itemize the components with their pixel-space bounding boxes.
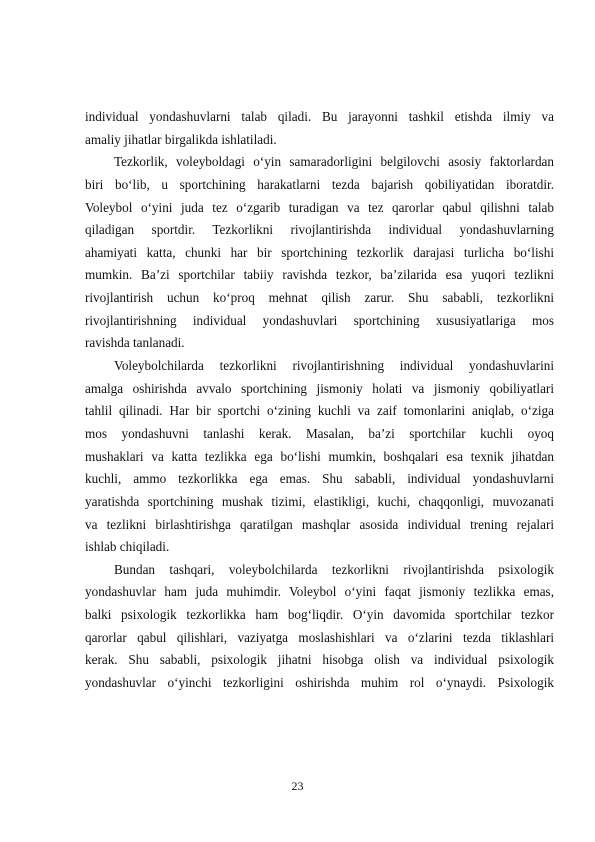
- text-line: kuchli, ammo tezkorlikka ega emas. Shu sababli, individual yondashuvlarni: [85, 471, 554, 487]
- text-line: amalga oshirishda avvalo sportchining jismoniy holati va jismoniy qobiliyatlari: [85, 380, 554, 396]
- text-line: rivojlantirishning individual yondashuvlari sportchining xususiyatlariga mos: [85, 312, 554, 328]
- text-line: ishlab chiqiladi.: [85, 539, 170, 555]
- text-line: yondashuvlar ham juda muhimdir. Voleybol o‘yini faqat jismoniy tezlikka emas,: [85, 584, 554, 600]
- text-line: qarorlar qabul qilishlari, vaziyatga moslashishlari va o‘zlarini tezda tiklashlari: [85, 629, 554, 645]
- text-line: ahamiyati katta, chunki har bir sportchining tezkorlik darajasi turlicha bo‘lishi: [85, 244, 554, 260]
- text-line: tahlil qilinadi. Har bir sportchi o‘zining kuchli va zaif tomonlarini aniqlab, o‘ziga: [85, 403, 554, 419]
- text-line: mushaklari va katta tezlikka ega bo‘lishi mumkin, boshqalari esa texnik jihatdan: [85, 448, 554, 464]
- text-line: qiladigan sportdir. Tezkorlikni rivojlantirishda individual yondashuvlarning: [85, 222, 554, 238]
- text-line: rivojlantirish uchun ko‘proq mehnat qilish zarur. Shu sababli, tezkorlikni: [85, 290, 554, 306]
- text-line: biri bo‘lib, u sportchining harakatlarni tezda bajarish qobiliyatidan iboratdir.: [85, 176, 554, 192]
- paragraph: [85, 559, 554, 695]
- text-line: va tezlikni birlashtirishga qaratilgan mashqlar asosida individual trening rejalari: [85, 516, 554, 532]
- text-line: Tezkorlik, voleyboldagi o‘yin samaradorligini belgilovchi asosiy faktorlardan: [114, 154, 554, 170]
- text-line: kerak. Shu sababli, psixologik jihatni hisobga olish va individual psixologik: [85, 652, 554, 668]
- paragraph: [85, 106, 554, 151]
- text-line: Voleybol o‘yini juda tez o‘zgarib turadigan va tez qarorlar qabul qilishni talab: [85, 199, 554, 215]
- paragraph: [85, 151, 554, 355]
- paragraph: [85, 355, 554, 559]
- text-line: mos yondashuvni tanlashi kerak. Masalan, ba’zi sportchilar kuchli oyoq: [85, 425, 554, 441]
- body-text: [85, 106, 554, 695]
- page-number: 23: [291, 779, 304, 793]
- text-line: yaratishda sportchining mushak tizimi, elastikligi, kuchi, chaqqonligi, muvozanati: [85, 493, 554, 509]
- text-line: mumkin. Ba’zi sportchilar tabiiy ravishda tezkor, ba’zilarida esa yuqori tezlikni: [85, 267, 554, 283]
- text-line: Bundan tashqari, voleybolchilarda tezkorlikni rivojlantirishda psixologik: [114, 561, 554, 577]
- text-line: yondashuvlar o‘yinchi tezkorligini oshirishda muhim rol o‘ynaydi. Psixologik: [85, 675, 554, 691]
- text-line: individual yondashuvlarni talab qiladi. Bu jarayonni tashkil etishda ilmiy va: [85, 109, 554, 124]
- text-line: amaliy jihatlar birgalikda ishlatiladi.: [85, 131, 277, 147]
- text-line: balki psixologik tezkorlikka ham bog‘liqdir. O‘yin davomida sportchilar tezkor: [85, 607, 554, 623]
- text-line: ravishda tanlanadi.: [85, 335, 185, 351]
- text-line: Voleybolchilarda tezkorlikni rivojlantirishning individual yondashuvlarini: [114, 358, 554, 374]
